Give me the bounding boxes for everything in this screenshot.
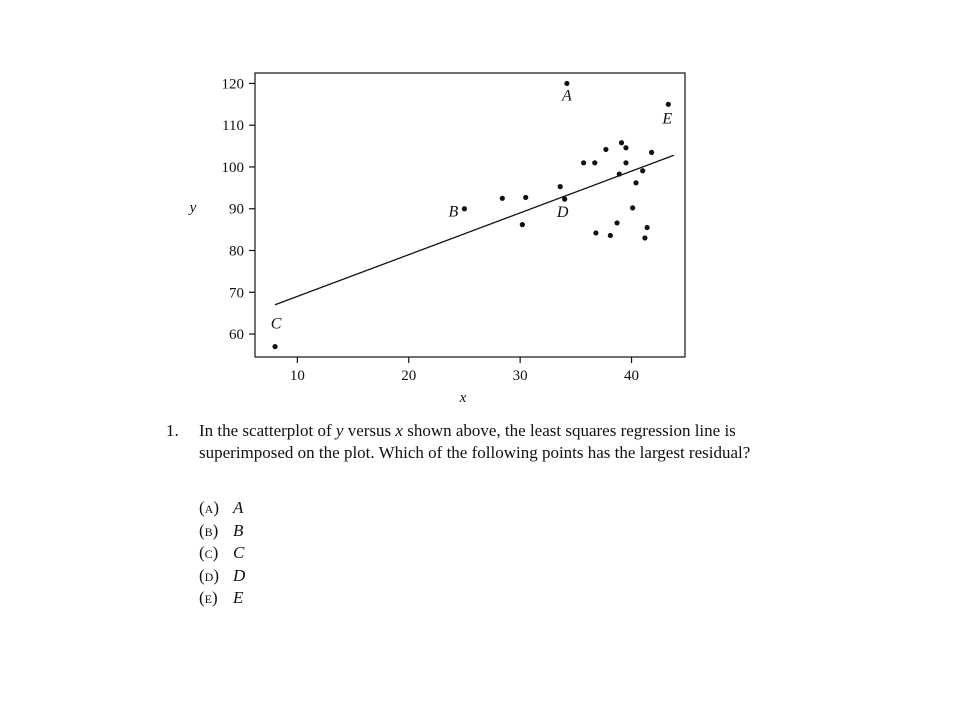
data-point [593, 230, 598, 235]
data-point [633, 180, 638, 185]
data-point [642, 235, 647, 240]
point-label-c: C [270, 315, 282, 333]
y-tick-label: 70 [229, 285, 244, 302]
choice-value: E [233, 588, 244, 607]
choice-letter: (a) [199, 498, 219, 517]
x-tick-label: 10 [289, 368, 305, 384]
data-point [619, 140, 624, 145]
data-point [630, 205, 635, 210]
point-d [562, 197, 567, 202]
data-point [649, 150, 654, 155]
variable-x: x [395, 421, 403, 440]
data-point [614, 220, 619, 225]
data-point [520, 222, 525, 227]
point-label-a: A [562, 87, 572, 105]
data-points [272, 81, 673, 349]
choice-e[interactable] [199, 587, 245, 610]
choice-value: B [233, 520, 244, 540]
point-label-b: B [448, 203, 459, 221]
y-tick-label: 80 [229, 243, 244, 260]
question-text-part: In the scatterplot of [199, 421, 336, 440]
data-point [592, 160, 597, 165]
point-e [666, 102, 671, 107]
x-tick-label: 30 [512, 368, 528, 384]
choice-a[interactable] [199, 497, 245, 520]
data-point [640, 168, 645, 173]
y-tick-label: 120 [221, 76, 244, 93]
data-point [617, 171, 622, 176]
y-tick-label: 110 [222, 118, 244, 135]
choice-value: A [233, 498, 244, 517]
choice-c[interactable] [199, 542, 245, 565]
y-tick-label: 60 [229, 327, 244, 344]
variable-y: y [335, 421, 344, 440]
data-point [500, 196, 505, 201]
choice-d[interactable] [199, 565, 245, 588]
question-text-part: versus [343, 421, 396, 440]
choice-letter: (e) [199, 588, 218, 607]
y-tick-label: 100 [221, 159, 244, 176]
choice-b[interactable] [199, 520, 245, 543]
question-text-part: shown above, the least squares regression line is superimposed on the plot. Which of the following points has the largest residual? [199, 421, 751, 462]
x-axis [290, 357, 639, 384]
x-tick-label: 20 [401, 368, 417, 384]
y-axis [222, 76, 256, 343]
choice-value: C [233, 543, 245, 562]
data-point [558, 184, 563, 189]
data-point [623, 160, 628, 165]
point-a [564, 81, 569, 86]
choice-letter: (d) [199, 565, 219, 585]
choice-letter: (c) [199, 543, 219, 562]
point-label-d: D [556, 204, 569, 222]
plot-frame [255, 73, 685, 357]
question-number: 1. [166, 421, 179, 440]
question-text [199, 420, 779, 464]
answer-choices [199, 497, 245, 610]
y-tick-label: 90 [229, 201, 244, 218]
point-b [462, 206, 467, 211]
data-point [581, 160, 586, 165]
data-point [603, 147, 608, 152]
choice-letter: (b) [199, 520, 219, 540]
data-point [523, 195, 528, 200]
x-tick-label: 40 [624, 368, 640, 384]
point-labels [271, 87, 673, 332]
data-point [623, 145, 628, 150]
y-axis-label: y [189, 200, 197, 216]
x-axis-label: x [459, 390, 467, 406]
point-label-e: E [662, 110, 673, 128]
choice-value: D [233, 565, 246, 585]
regression-line [275, 155, 674, 305]
data-point [645, 225, 650, 230]
data-point [608, 233, 613, 238]
point-c [272, 344, 277, 349]
